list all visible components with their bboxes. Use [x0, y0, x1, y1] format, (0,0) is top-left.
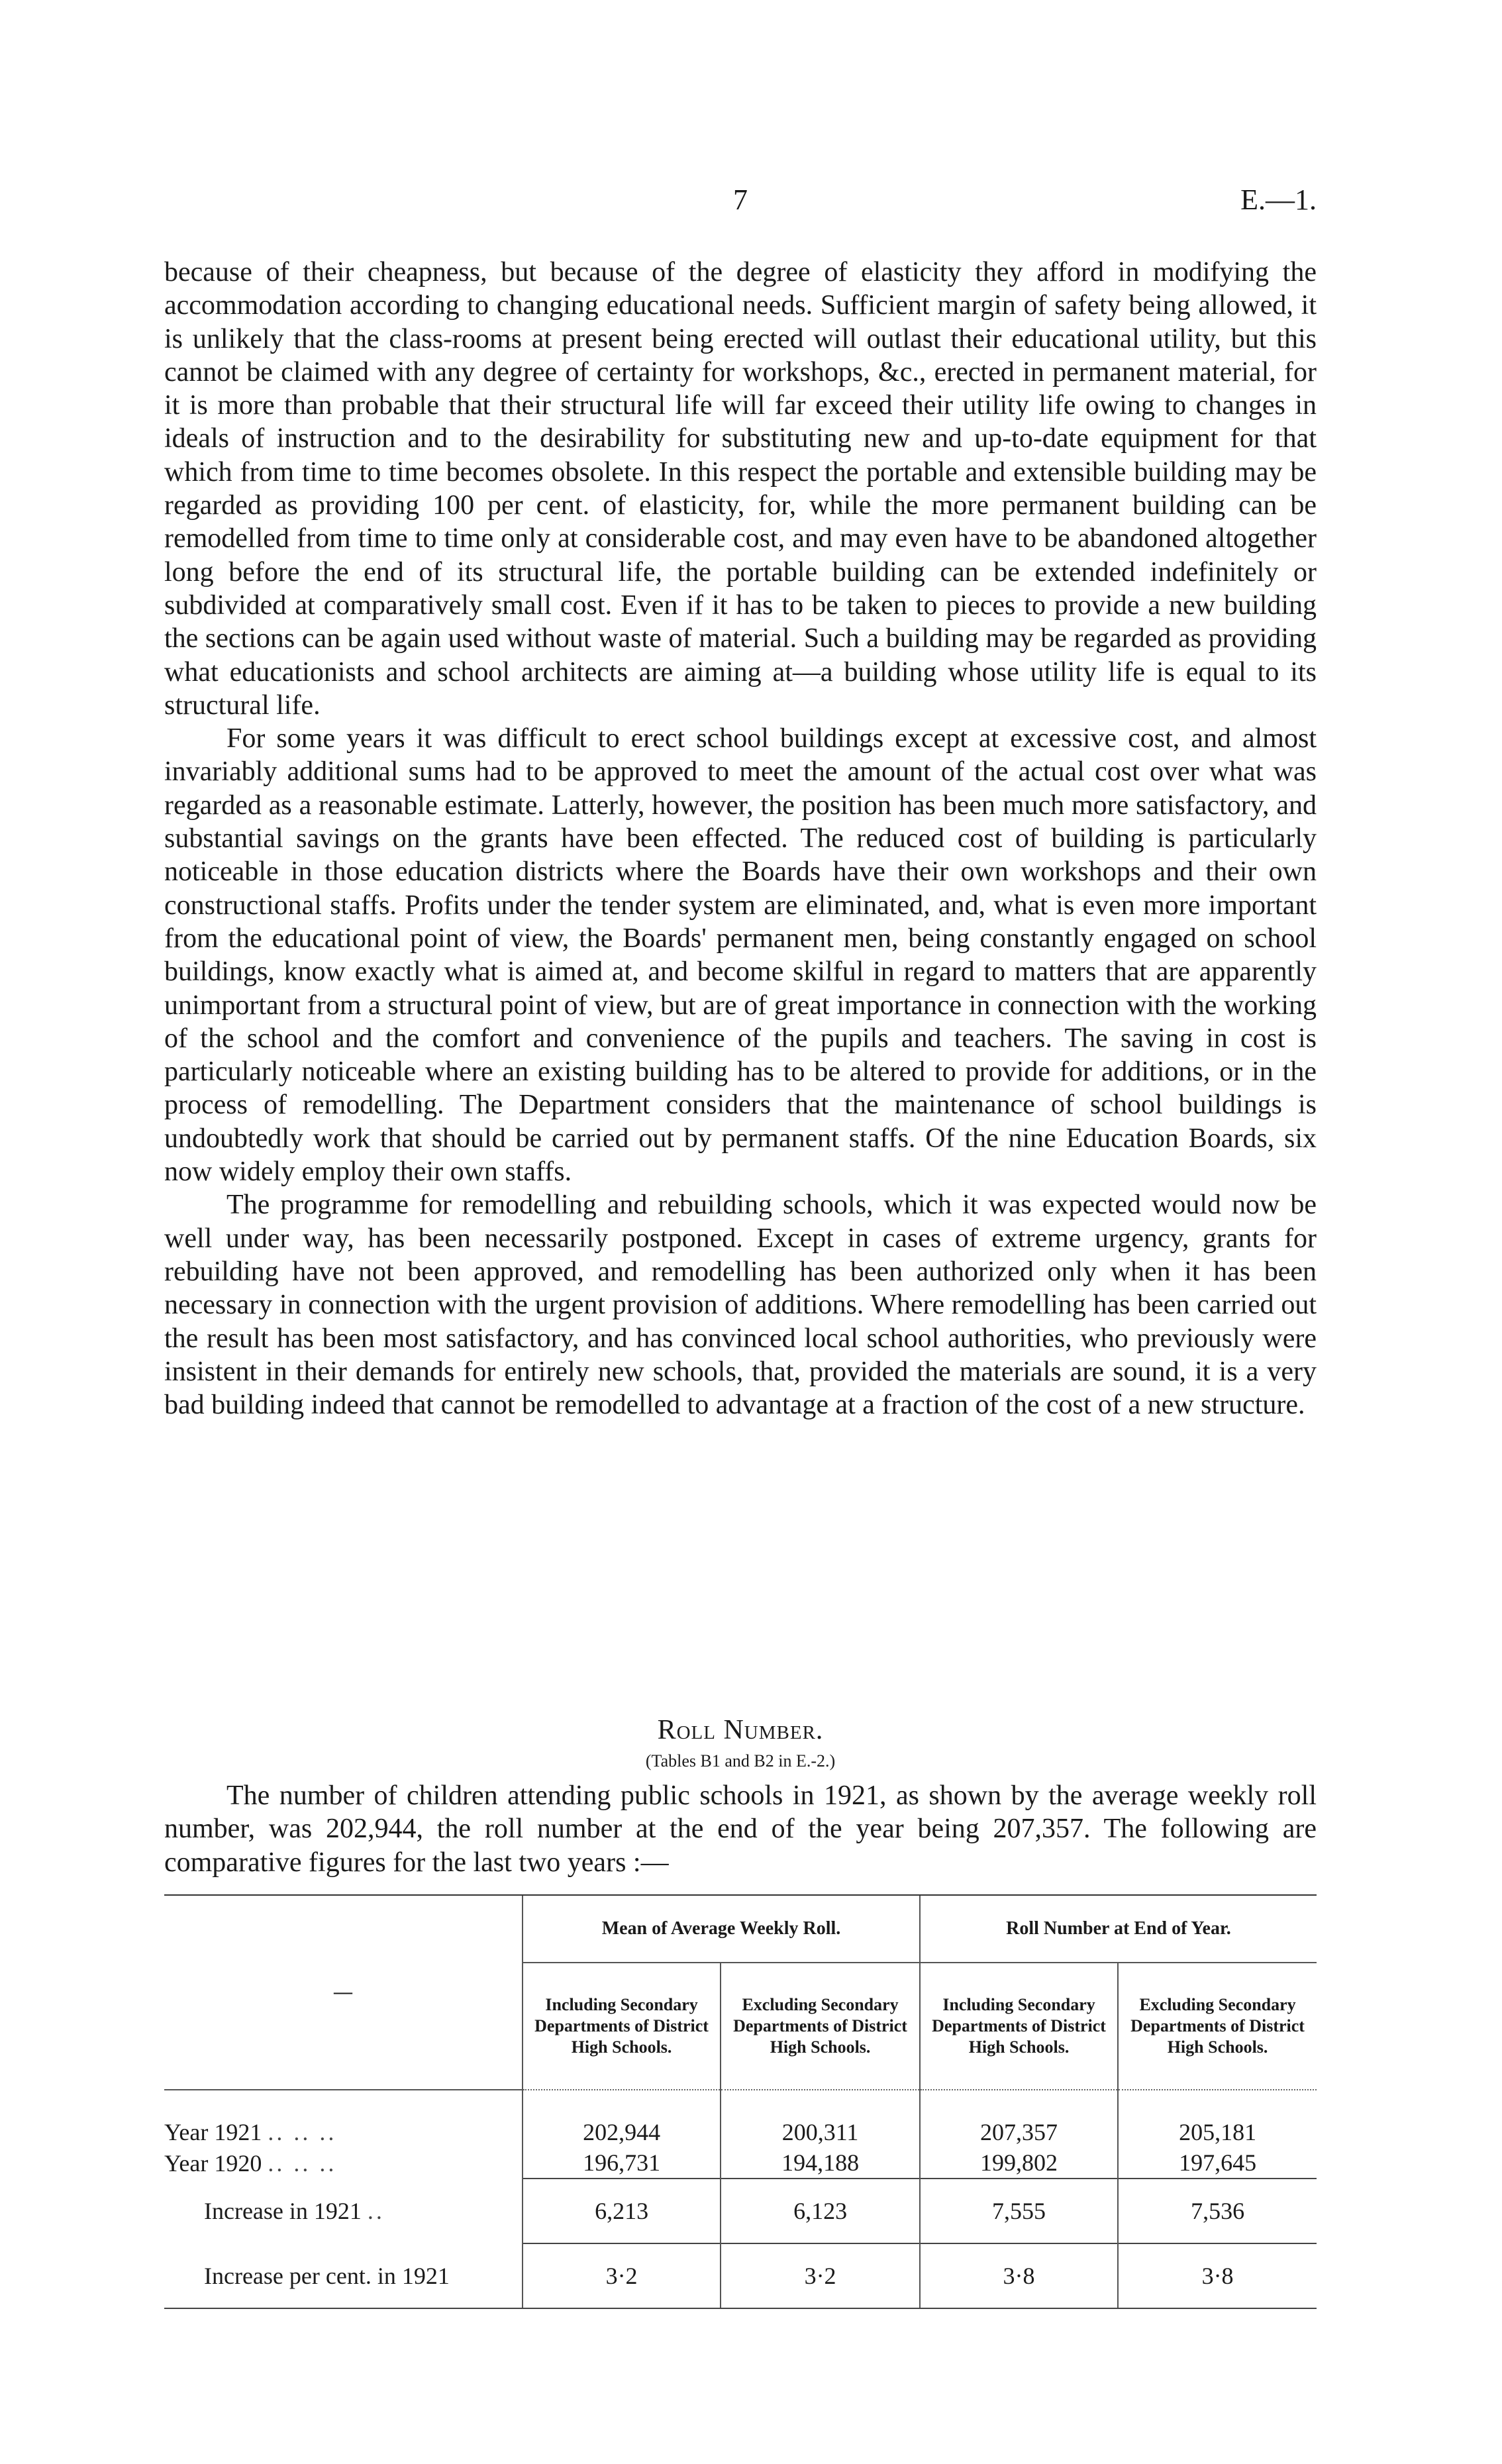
row-label: Year 1920 .. .. ..	[164, 2149, 337, 2177]
body-text	[164, 256, 1317, 1421]
paragraph: The number of children attending public schools in 1921, as shown by the average weekly roll number, was 202,944, the roll number at the end of the year being 207,357. The following are comparative figures for the last two years :—	[164, 1780, 1317, 1878]
stub-header: —	[164, 1895, 523, 2090]
table-row	[164, 2117, 1317, 2147]
section-title: Roll Number.	[657, 1715, 824, 1745]
table-cell: 207,357	[920, 2117, 1118, 2147]
row-label: Increase per cent. in 1921	[164, 2243, 523, 2308]
table-group-header-row	[164, 1895, 1317, 1963]
column-header: Including Secondary Departments of District High Schools.	[920, 1963, 1118, 2090]
table-cell: 7,536	[1118, 2179, 1317, 2243]
page-number: 7	[733, 183, 748, 216]
section-subtitle: (Tables B1 and B2 in E.-2.)	[645, 1751, 836, 1771]
paragraph: because of their cheapness, but because of the degree of elasticity they afford in modifying the accommodation according to changing educational needs. Sufficient margin of safety being allowed, it is unlikely that the class-rooms at present being erected will outlast their educational utility, but this cannot be claimed with any degree of certainty for workshops, &c., erected in permanent material, for it is more than probable that their structural life will far exceed their utility life owing to changes in ideals of instruction and to the desirability for substituting new and up-to-date equipment for that which from time to time becomes obsolete. In this respect the portable and extensible building may be regarded as providing 100 per cent. of elasticity, for, while the more permanent building can be remodelled from time to time only at considerable cost, and may even have to be abandoned altogether long before the end of its structural life, the portable building can be extended indefinitely or subdivided at comparatively small cost. Even if it has to be taken to pieces to provide a new building the sections can be again used without waste of material. Such a building may be regarded as providing what educationists and school architects are aiming at—a building whose utility life is equal to its structural life.	[164, 257, 1317, 721]
table-cell: 3·8	[1118, 2243, 1317, 2308]
row-label: Increase in 1921 ..	[204, 2198, 385, 2224]
table-cell: 202,944	[523, 2117, 721, 2147]
column-header: Excluding Secondary Departments of District High Schools.	[1118, 1963, 1317, 2090]
table-cell: 3·8	[920, 2243, 1118, 2308]
table-cell: 7,555	[920, 2179, 1118, 2243]
table-row	[164, 2147, 1317, 2179]
table-cell: 205,181	[1118, 2117, 1317, 2147]
section-intro	[164, 1779, 1317, 1879]
table-cell: 200,311	[721, 2117, 920, 2147]
column-header: Excluding Secondary Departments of District High Schools.	[721, 1963, 920, 2090]
table-cell: 196,731	[523, 2147, 721, 2179]
table-row	[164, 2179, 1317, 2243]
roll-number-table	[164, 1894, 1317, 2309]
group-header: Roll Number at End of Year.	[920, 1895, 1317, 1963]
table-cell: 199,802	[920, 2147, 1118, 2179]
page-header	[164, 183, 1317, 223]
group-header: Mean of Average Weekly Roll.	[523, 1895, 920, 1963]
table-cell: 197,645	[1118, 2147, 1317, 2179]
table-cell: 3·2	[721, 2243, 920, 2308]
paragraph: The programme for remodelling and rebuilding schools, which it was expected would now be well under way, has been necessarily postponed. Except in cases of extreme urgency, grants for rebuilding have not been approved, and remodelling has been authorized only when it has been necessary in connection with the urgent provision of additions. Where remodelling has been carried out the result has been most satisfactory, and has convinced local school authorities, who previously were insistent in their demands for entirely new schools, that, provided the materials are sound, it is a very bad building indeed that cannot be remodelled to advantage at a fraction of the cost of a new structure.	[164, 1190, 1317, 1421]
document-page	[164, 0, 1317, 2464]
table-cell: 6,123	[721, 2179, 920, 2243]
table-cell: 3·2	[523, 2243, 721, 2308]
paragraph: For some years it was difficult to erect school buildings except at excessive cost, and almost invariably additional sums had to be approved to meet the amount of the actual cost over what was regarded as a reasonable estimate. Latterly, however, the position has been much more satisfactory, and substantial savings on the grants have been effected. The reduced cost of building is particularly noticeable in those education districts where the Boards have their own workshops and their own constructional staffs. Profits under the tender system are eliminated, and, what is even more important from the educational point of view, the Boards' permanent men, being constantly engaged on school buildings, know exactly what is aimed at, and become skilful in regard to matters that are apparently unimportant from a structural point of view, but are of great importance in connection with the working of the school and the comfort and convenience of the pupils and teachers. The saving in cost is particularly noticeable where an existing building has to be altered to provide for additions, or in the process of remodelling. The Department considers that the maintenance of school buildings is undoubtedly work that should be carried out by permanent staffs. Of the nine Education Boards, six now widely employ their own staffs.	[164, 723, 1317, 1188]
table-row	[164, 2243, 1317, 2308]
table-cell: 6,213	[523, 2179, 721, 2243]
column-header: Including Secondary Departments of District High Schools.	[523, 1963, 721, 2090]
table-cell: 194,188	[721, 2147, 920, 2179]
row-label: Year 1921 .. .. ..	[164, 2119, 337, 2145]
document-reference: E.—1.	[1240, 183, 1317, 216]
